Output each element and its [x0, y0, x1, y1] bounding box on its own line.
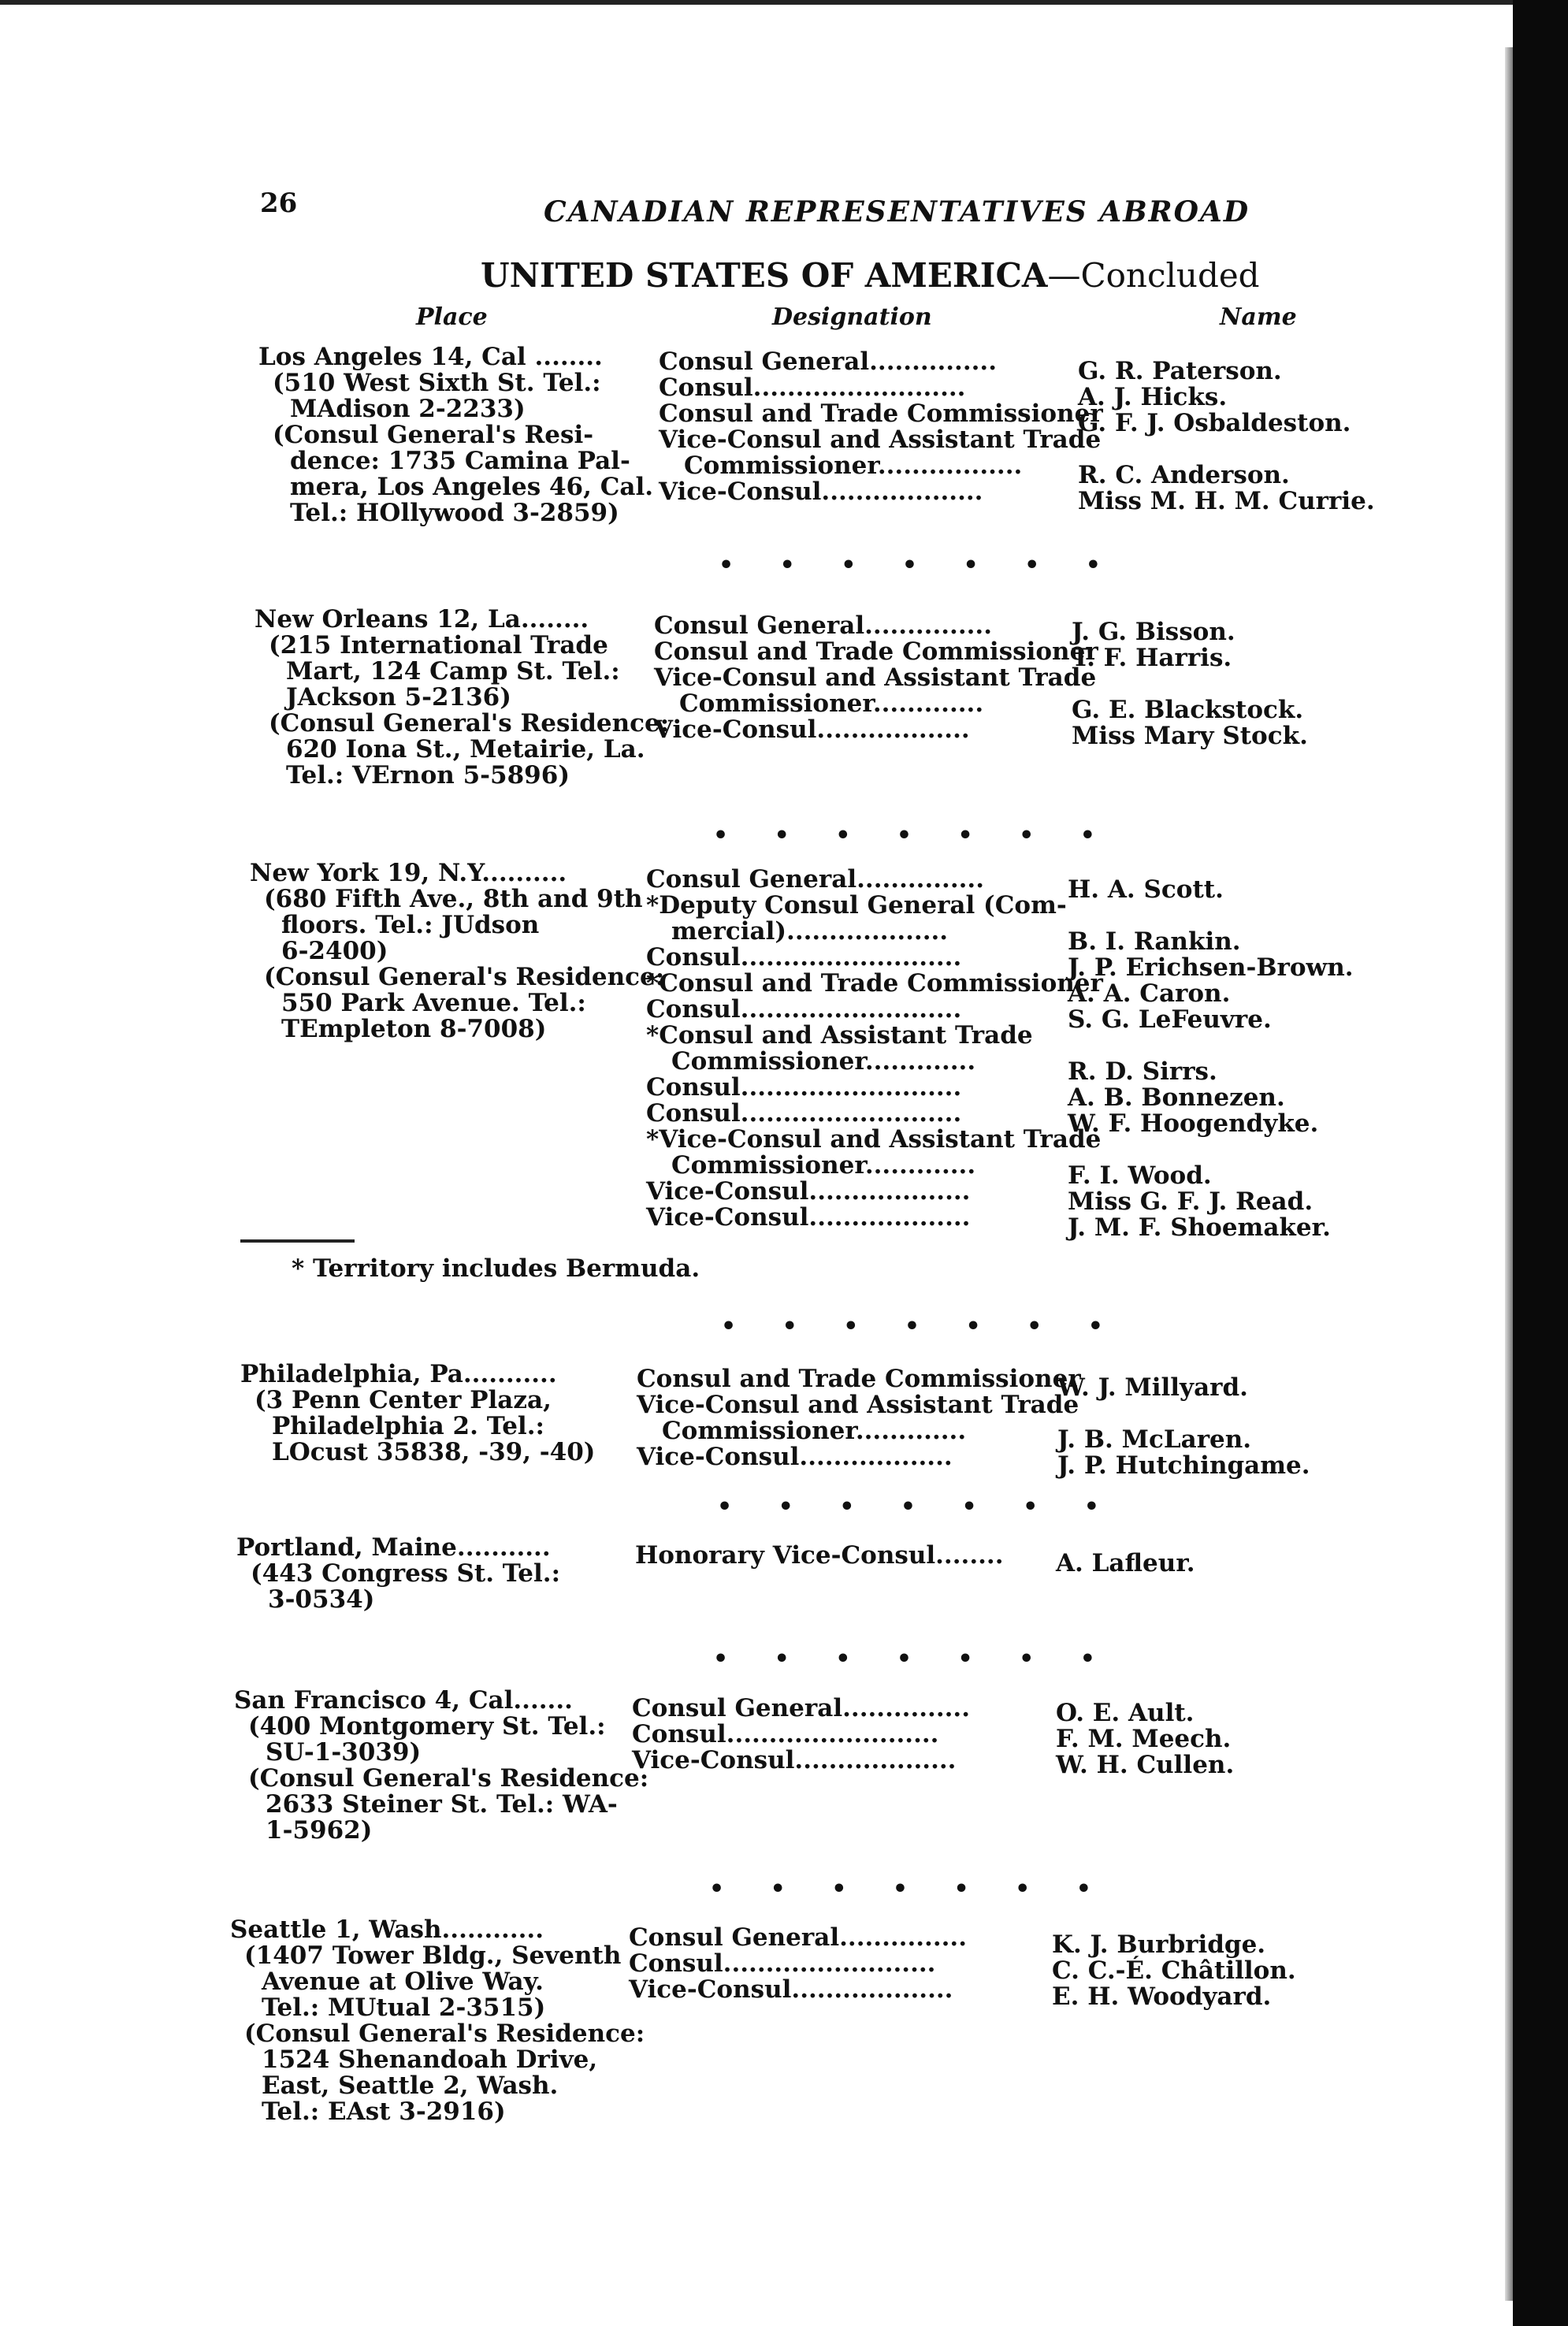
person-name: A. J. Hicks.: [1078, 383, 1228, 411]
person-name: H. A. Scott.: [1068, 875, 1224, 904]
place-line: (443 Congress St. Tel.:: [251, 1559, 561, 1588]
place-name: New Orleans 12, La........: [255, 605, 589, 634]
designation-line: Vice-Consul and Assistant Trade: [637, 1391, 1079, 1419]
place-line: 550 Park Avenue. Tel.:: [281, 989, 586, 1017]
designation-column: [635, 1543, 1029, 1569]
person-name: S. G. LeFeuvre.: [1068, 1005, 1272, 1034]
designation-line: Consul General...............: [629, 1923, 967, 1952]
place-line: (1407 Tower Bldg., Seventh: [244, 1941, 622, 1970]
place-column: [236, 1535, 615, 1613]
designation-line: Consul.........................: [632, 1720, 939, 1748]
place-line: JAckson 5-2136): [286, 683, 511, 712]
place-line: 620 Iona St., Metairie, La.: [286, 735, 645, 764]
designation-line: Commissioner.............: [671, 1151, 976, 1180]
section-title: [481, 256, 1260, 295]
person-name: Miss Mary Stock.: [1072, 722, 1308, 750]
person-name: G. R. Paterson.: [1078, 357, 1282, 385]
designation-line: Consul.........................: [659, 373, 966, 402]
person-name: A. Lafleur.: [1056, 1549, 1195, 1577]
place-line: 2633 Steiner St. Tel.: WA-: [266, 1790, 618, 1819]
place-name: San Francisco 4, Cal.......: [234, 1686, 573, 1715]
name-column: [1056, 1551, 1387, 1577]
designation-line: Commissioner.............: [671, 1047, 976, 1076]
place-line: mera, Los Angeles 46, Cal.: [290, 473, 654, 501]
place-line: (Consul General's Residence:: [269, 709, 670, 738]
place-line: LOcust 35838, -39, -40): [272, 1438, 596, 1466]
designation-line: Consul and Trade Commissioner: [637, 1365, 1081, 1393]
designation-line: Vice-Consul..................: [654, 715, 970, 744]
section-separator: • • • • • • •: [719, 552, 1120, 579]
designation-line: Consul and Trade Commissioner: [659, 399, 1103, 428]
person-name: A. B. Bonnezen.: [1068, 1083, 1285, 1112]
person-name: W. J. Millyard.: [1057, 1373, 1248, 1402]
section-separator: • • • • • • •: [717, 1493, 1118, 1521]
section-separator: • • • • • • •: [709, 1875, 1110, 1903]
place-line: Tel.: HOllywood 3-2859): [290, 499, 619, 527]
place-line: (3 Penn Center Plaza,: [255, 1386, 552, 1414]
person-name: O. E. Ault.: [1056, 1699, 1195, 1727]
name-column: [1072, 619, 1403, 749]
place-line: (680 Fifth Ave., 8th and 9th: [264, 885, 643, 913]
book-spine: [1513, 0, 1568, 2326]
place-column: [240, 1362, 619, 1466]
place-column: [250, 859, 665, 1043]
place-line: 1-5962): [266, 1816, 373, 1845]
person-name: [1068, 903, 1399, 929]
person-name: G. F. J. Osbaldeston.: [1078, 409, 1351, 437]
place-line: Tel.: VErnon 5-5896): [286, 761, 570, 790]
designation-line: mercial)...................: [671, 917, 949, 946]
name-column: [1057, 1375, 1388, 1479]
designation-line: Commissioner.................: [684, 451, 1023, 480]
place-line: (Consul General's Residence:: [244, 2019, 645, 2048]
designation-line: Consul General...............: [632, 1694, 970, 1722]
section-separator: • • • • • • •: [713, 822, 1114, 849]
page-number: 26: [260, 188, 298, 219]
place-name: Philadelphia, Pa...........: [240, 1360, 557, 1388]
person-name: A. A. Caron.: [1068, 979, 1231, 1008]
designation-column: [659, 347, 1103, 506]
designation-column: [637, 1365, 1081, 1471]
section-separator: • • • • • • •: [721, 1313, 1122, 1340]
person-name: [1057, 1401, 1388, 1427]
designation-line: Vice-Consul and Assistant Trade: [654, 663, 1097, 692]
designation-line: Consul General...............: [646, 865, 984, 894]
designation-line: Vice-Consul...................: [632, 1746, 957, 1774]
book-spine-shadow: [1505, 47, 1513, 2301]
designation-line: Consul..........................: [646, 995, 962, 1024]
designation-column: [654, 611, 1098, 744]
designation-line: Vice-Consul...................: [646, 1203, 971, 1232]
place-line: Avenue at Olive Way.: [262, 1967, 544, 1996]
footnote: * Territory includes Bermuda.: [292, 1254, 700, 1283]
person-name: F. I. Wood.: [1068, 1161, 1212, 1190]
designation-line: *Consul and Trade Commissioner: [646, 969, 1103, 998]
name-column: [1078, 359, 1409, 515]
person-name: E. H. Woodyard.: [1052, 1982, 1272, 2011]
column-head-name: Name: [1220, 303, 1297, 331]
place-column: [230, 1915, 645, 2126]
person-name: W. F. Hoogendyke.: [1068, 1109, 1319, 1138]
place-line: 6-2400): [281, 937, 388, 965]
person-name: T. F. Harris.: [1072, 644, 1232, 672]
designation-line: Consul General...............: [654, 611, 992, 640]
place-line: Philadelphia 2. Tel.:: [272, 1412, 544, 1440]
place-line: (Consul General's Residence:: [248, 1764, 649, 1793]
person-name: C. C.-É. Châtillon.: [1052, 1956, 1296, 1985]
designation-column: [632, 1696, 1026, 1774]
designation-line: *Deputy Consul General (Com-: [646, 891, 1067, 920]
person-name: [1068, 1137, 1399, 1163]
designation-line: Consul..........................: [646, 943, 962, 972]
place-line: TEmpleton 8-7008): [281, 1015, 547, 1043]
place-line: (510 West Sixth St. Tel.:: [273, 369, 601, 397]
person-name: Miss G. F. J. Read.: [1068, 1187, 1313, 1216]
place-line: (400 Montgomery St. Tel.:: [248, 1712, 606, 1741]
person-name: J. G. Bisson.: [1072, 618, 1235, 646]
designation-line: Commissioner.............: [662, 1417, 967, 1445]
person-name: J. M. F. Shoemaker.: [1068, 1213, 1331, 1242]
place-line: dence: 1735 Camina Pal-: [290, 447, 630, 475]
person-name: W. H. Cullen.: [1056, 1751, 1235, 1779]
designation-line: Consul General...............: [659, 347, 997, 376]
designation-line: Honorary Vice-Consul........: [635, 1541, 1004, 1570]
place-line: floors. Tel.: JUdson: [281, 911, 540, 939]
place-name: Portland, Maine...........: [236, 1533, 551, 1562]
designation-line: *Consul and Assistant Trade: [646, 1021, 1033, 1050]
place-column: [234, 1686, 649, 1845]
place-name: Los Angeles 14, Cal ........: [258, 343, 603, 371]
footnote-rule: [240, 1239, 355, 1243]
designation-column: [646, 865, 1103, 1232]
person-name: B. I. Rankin.: [1068, 927, 1241, 956]
name-column: [1052, 1932, 1383, 2010]
name-column: [1056, 1700, 1387, 1778]
designation-line: Vice-Consul...................: [659, 477, 983, 506]
person-name: G. E. Blackstock.: [1072, 696, 1304, 724]
running-head: CANADIAN REPRESENTATIVES ABROAD: [544, 195, 1250, 229]
person-name: Miss M. H. M. Currie.: [1078, 487, 1375, 515]
person-name: F. M. Meech.: [1056, 1725, 1232, 1753]
designation-line: Vice-Consul...................: [646, 1177, 971, 1206]
person-name: J. P. Hutchingame.: [1057, 1451, 1310, 1480]
place-line: Tel.: MUtual 2-3515): [262, 1993, 546, 2022]
section-separator: • • • • • • •: [713, 1645, 1114, 1673]
person-name: J. P. Erichsen-Brown.: [1068, 953, 1354, 982]
place-name: New York 19, N.Y..........: [250, 859, 567, 887]
designation-line: Vice-Consul...................: [629, 1975, 953, 2004]
name-column: [1068, 877, 1399, 1241]
section-title-suffix: —Concluded: [1047, 256, 1260, 295]
place-line: East, Seattle 2, Wash.: [262, 2071, 559, 2100]
place-column: [255, 605, 670, 790]
place-line: (215 International Trade: [269, 631, 608, 660]
designation-line: Consul..........................: [646, 1073, 962, 1102]
column-head-designation: Designation: [772, 303, 932, 331]
person-name: [1072, 671, 1403, 697]
place-line: (Consul General's Resi-: [273, 421, 594, 449]
person-name: [1078, 437, 1409, 463]
place-column: [258, 343, 654, 527]
section-title-main: UNITED STATES OF AMERICA: [481, 256, 1048, 295]
person-name: R. D. Sirrs.: [1068, 1057, 1217, 1086]
person-name: K. J. Burbridge.: [1052, 1930, 1266, 1959]
place-name: Seattle 1, Wash............: [230, 1915, 544, 1944]
person-name: J. B. McLaren.: [1057, 1425, 1252, 1454]
designation-line: Vice-Consul..................: [637, 1443, 953, 1471]
place-line: SU-1-3039): [266, 1738, 422, 1767]
designation-line: Consul..........................: [646, 1099, 962, 1128]
person-name: R. C. Anderson.: [1078, 461, 1290, 489]
place-line: Mart, 124 Camp St. Tel.:: [286, 657, 620, 686]
designation-line: *Vice-Consul and Assistant Trade: [646, 1125, 1102, 1154]
designation-column: [629, 1925, 1023, 2003]
person-name: [1068, 1033, 1399, 1059]
designation-line: Consul.........................: [629, 1949, 936, 1978]
place-line: 1524 Shenandoah Drive,: [262, 2045, 598, 2074]
designation-line: Vice-Consul and Assistant Trade: [659, 425, 1102, 454]
column-head-place: Place: [416, 303, 488, 331]
place-line: Tel.: EAst 3-2916): [262, 2097, 506, 2126]
designation-line: Consul and Trade Commissioner: [654, 637, 1098, 666]
place-line: MAdison 2-2233): [290, 395, 526, 423]
place-line: (Consul General's Residence:: [264, 963, 665, 991]
designation-line: Commissioner.............: [679, 689, 984, 718]
place-line: 3-0534): [268, 1585, 375, 1614]
